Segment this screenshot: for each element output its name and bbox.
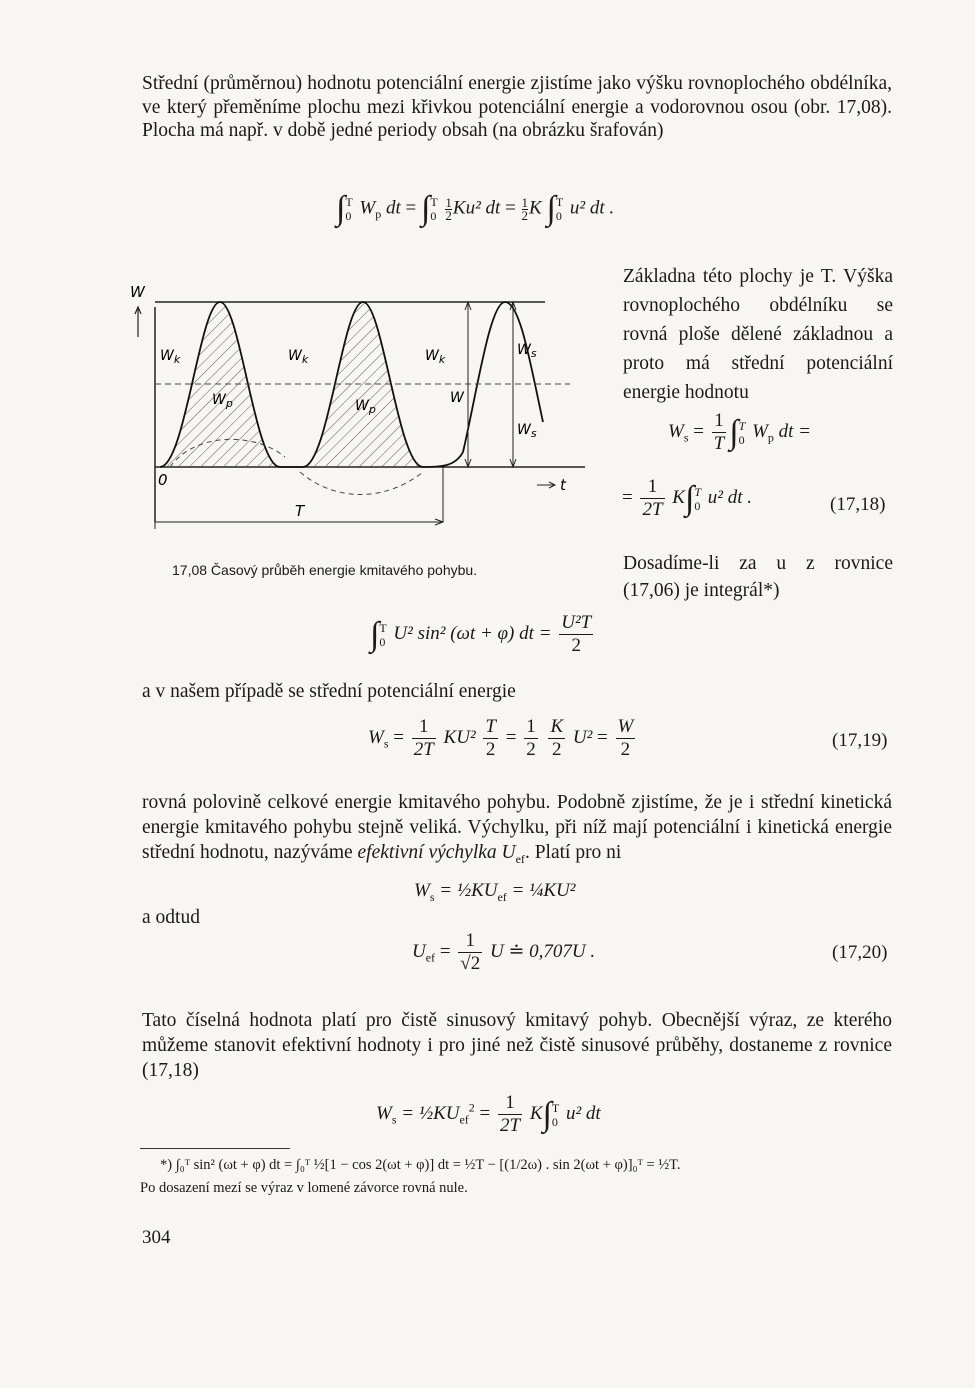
- equation-sin-integral: ∫ T 0 U² sin² (ωt + φ) dt = $\frac{\text{U²T}}{2}$: [370, 612, 592, 656]
- equation-number-17-20: (17,20): [832, 942, 888, 963]
- side-text-substitute: Dosadíme-li za u z rovnice (17,06) je integrál*): [623, 553, 893, 601]
- equation-ws-general: $W_s$ = $\frac{1}{2}KU_{ef}^2$ = $\frac{1}{2T}$ K∫ T 0 u² dt: [376, 1092, 601, 1136]
- origin-label: 0: [158, 471, 168, 489]
- figure-caption: 17,08 Časový průběh energie kmitavého pohybu.: [172, 562, 478, 578]
- paragraph-general: Tato číselná hodnota platí pro čistě sinusový kmitavý pohyb. Obecnější výraz, ze kterého můžeme stanovit efektivní hodnoty i pro jiné než čistě sinusové průběhy, dostaneme z rovnice (17,18): [142, 1010, 892, 1081]
- period-label: T: [295, 502, 305, 520]
- label-w: W: [450, 390, 464, 406]
- equation-integral-wp: ∫ T 0 $W_p$ dt = ∫ T 0 $\frac{1}{2}$ Ku² dt = $\frac{1}{2}$ K ∫ T 0 u² dt .: [336, 190, 615, 227]
- equation-17-18-line2: = $\frac{1}{2T}$ K∫ T 0 u² dt .: [622, 476, 752, 520]
- equation-17-18-line1: $W_s$ = $\frac{1}{T}$ ∫ T 0 $W_p$ dt =: [668, 410, 811, 454]
- energy-figure: [125, 282, 595, 532]
- axis-t-label: t: [560, 476, 566, 494]
- equation-number-17-18: (17,18): [830, 494, 886, 515]
- label-wp-2: $W_p$: [355, 398, 376, 416]
- paragraph-half-energy: rovná polovině celkové energie kmitavého pohybu. Podobně zjistíme, že je i střední kinetická energie kmitavého pohybu stejně veliká. Výchylku, při níž mají potenciální i kinetická energie střední hodnotu, nazýváme efektivní výchylka $U_{ef}$. Platí pro ni: [142, 792, 892, 866]
- label-wk-2: $W_k$: [288, 348, 309, 366]
- axis-w-label: W: [130, 283, 145, 301]
- label-wk-1: $W_k$: [160, 348, 181, 366]
- footnote-2: Po dosazení mezí se výraz v lomené závorce rovná nule.: [140, 1180, 468, 1196]
- label-wk-3: $W_k$: [425, 348, 446, 366]
- equation-number-17-19: (17,19): [832, 730, 888, 751]
- equation-ws-uef: $W_s$ = $\frac{1}{2}KU_{ef}$ = ¼KU²: [414, 880, 576, 904]
- footnote-1: *) ∫₀ᵀ sin² (ωt + φ) dt = ∫₀ᵀ ½[1 − cos 2(ωt + φ)] dt = ½T − [(1/2ω) . sin 2(ωt + φ)]₀ᵀ = ½T.: [160, 1157, 681, 1173]
- equation-17-20: $U_{ef}$ = $\frac{1}{√2}$ U ≐ 0,707U .: [412, 930, 596, 974]
- paragraph-in-our-case: a v našem případě se střední potenciální energie: [142, 681, 516, 702]
- label-ws-upper: $W_s$: [517, 342, 537, 360]
- paragraph-and-hence: a odtud: [142, 907, 200, 928]
- side-text-base: Základna této plochy je T. Výška rovnoplochého obdélníku se rovná ploše dělené základnou a proto má střední potenciální energie hodnotu: [623, 266, 893, 403]
- label-ws-lower: $W_s$: [517, 422, 537, 440]
- paragraph-intro: Střední (průměrnou) hodnotu potenciální energie zjistíme jako výšku rovnoplochého obdélníka, ve který přeměníme plochu mezi křivkou potenciální energie a vodorovnou osou (obr. 17,08). Plocha má např. v době jedné periody obsah (na obrázku šrafován): [142, 73, 892, 141]
- footnote-rule: [140, 1148, 290, 1149]
- page-number: 304: [142, 1227, 171, 1248]
- label-wp-1: $W_p$: [212, 392, 233, 410]
- equation-17-19: $W_s$ = $\frac{1}{2T}$ KU² $\frac{T}{2}$ = $\frac{1}{2}$ $\frac{K}{2}$ U² = $\frac{W}{2}$: [368, 716, 634, 760]
